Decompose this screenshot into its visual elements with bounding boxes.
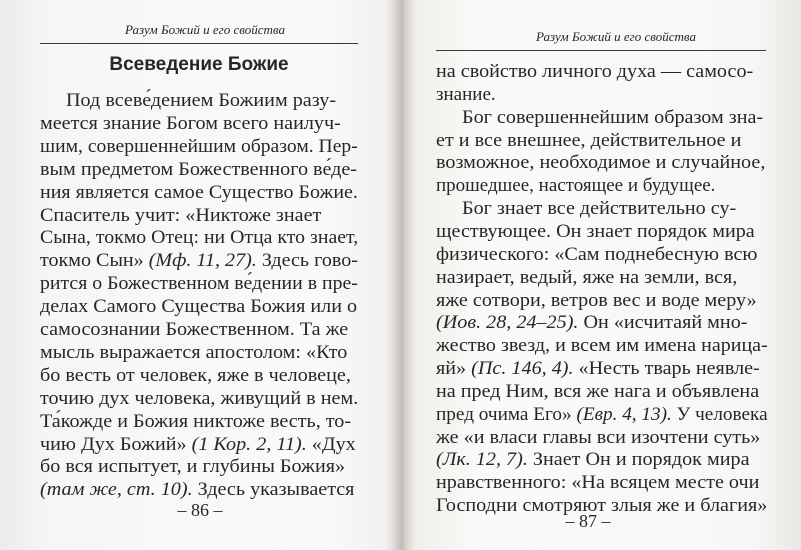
text-segment: Спаситель учит: «Никтоже знает [40, 204, 322, 226]
text-segment: чию Дух Божий» [40, 433, 192, 455]
text-line [40, 478, 354, 502]
text-segment: же «и власи главы вси изочтени суть» [436, 426, 761, 448]
left-running-head: Разум Божий и его свойства [125, 22, 285, 37]
text-line [436, 471, 759, 495]
left-header-rule [40, 43, 358, 44]
right-page-number: – 87 – [565, 511, 611, 531]
text-segment: на свойство личного духа — самосо- [436, 61, 754, 82]
text-line [40, 158, 357, 182]
right-header-rule [436, 50, 766, 51]
text-line [40, 455, 345, 479]
text-line [436, 289, 757, 313]
text-segment: яже сотвори, ветров вес и воде меру» [436, 289, 757, 311]
text-segment: Под всеве́дением Божиим разу- [66, 90, 337, 111]
text-line [436, 129, 741, 153]
left-page-number: – 86 – [177, 500, 223, 520]
text-line [436, 311, 747, 335]
text-line [436, 83, 496, 107]
text-segment: пред очима Его» [436, 403, 577, 425]
text-segment: на пред Ним, вся же нага и объявлена [436, 380, 760, 402]
scripture-reference: (Пс. 146, 4). [471, 358, 574, 380]
text-line [436, 220, 755, 244]
text-segment: физического: «Сам поднебесную всю [436, 243, 758, 265]
text-line [40, 204, 321, 228]
text-segment: возможное, необходимое и случайное, [436, 152, 766, 174]
right-page [401, 0, 801, 550]
text-segment: Здесь гово- [256, 250, 358, 272]
text-segment: ществующее. Он знает порядок мира [436, 220, 755, 242]
text-line [40, 387, 358, 411]
text-segment: ния является самое Существо Божие. [40, 181, 358, 203]
text-line [436, 266, 737, 290]
text-segment: Здесь указывается [192, 479, 355, 501]
right-running-head: Разум Божий и его свойства [536, 29, 696, 44]
text-segment: меется знание Богом всего наилуч- [40, 112, 341, 134]
text-segment: У человека [671, 403, 768, 425]
section-heading: Всеведение Божие [109, 54, 289, 75]
text-line [40, 249, 358, 273]
text-segment: бо весть от человек, яже в человеце, [40, 364, 351, 386]
text-segment: рится о Божественном ве́дении в пре- [40, 273, 358, 295]
text-segment: мысль выражается апостолом: «Кто [40, 341, 348, 363]
text-segment: Бог знает все действительно су- [462, 198, 737, 220]
text-segment: яй» [436, 358, 472, 380]
text-segment: Бог совершеннейшим образом зна- [462, 106, 764, 128]
text-segment: жество звезд, и всем им имена нарица- [436, 335, 768, 357]
text-line [40, 135, 358, 159]
text-segment: вым предметом Божественного ве́де- [40, 158, 358, 180]
text-line [40, 410, 351, 434]
text-line [436, 403, 768, 427]
text-segment: Господни смотряют злыя же и благия» [436, 495, 768, 517]
text-line [436, 334, 768, 358]
text-segment: шим, совершеннейшим образом. Пер- [40, 135, 358, 157]
text-line [462, 197, 736, 221]
text-segment: «Дух [306, 433, 356, 455]
text-segment: знание. [436, 83, 496, 105]
text-segment: Та́кожде и Божия никтоже весть, то- [40, 410, 352, 432]
text-line [40, 341, 347, 365]
text-line [66, 89, 336, 113]
scripture-reference: (Лк. 12, 7). [436, 449, 528, 471]
text-segment: токмо Сын» [40, 250, 149, 272]
text-line [462, 106, 763, 130]
text-line [40, 364, 351, 388]
left-page [0, 0, 400, 550]
scripture-reference: (Иов. 28, 24–25). [436, 312, 579, 334]
scripture-reference: (Мф. 11, 27). [148, 250, 257, 272]
text-segment: нравственного: «На всяцем месте очи [436, 472, 760, 494]
text-segment: ет и все внешнее, действительное и [436, 129, 742, 151]
text-line [436, 448, 750, 472]
text-line [40, 433, 356, 457]
text-segment: прошедшее, настоящее и будущее. [436, 175, 716, 197]
text-segment: делах Самого Существа Божия или о [40, 296, 358, 318]
scripture-reference: (1 Кор. 2, 11). [191, 433, 307, 455]
scripture-reference: (Евр. 4, 13). [576, 403, 672, 425]
text-segment: точию дух человека, живущий в нем. [40, 387, 359, 409]
text-segment: Сына, токмо Отец: ни Отца кто знает, [40, 227, 359, 249]
text-line [40, 181, 358, 205]
text-segment: бо вся испытует, и глубины Божия» [40, 456, 346, 478]
text-line [436, 357, 760, 381]
text-line [40, 226, 358, 250]
text-line [436, 243, 757, 267]
text-line [436, 151, 765, 175]
text-segment: Знает Он и порядок мира [527, 449, 750, 471]
text-line [436, 380, 759, 404]
text-segment: Он «исчитаяй мно- [578, 312, 748, 334]
text-line [40, 272, 358, 296]
text-segment: «Несть тварь неявле- [573, 358, 760, 380]
text-line [436, 60, 753, 84]
text-line [40, 318, 348, 342]
text-line [436, 174, 715, 198]
text-segment: назирает, ведый, яже на земли, вся, [436, 266, 738, 288]
text-line [436, 426, 760, 450]
scripture-reference: (там же, ст. 10). [40, 479, 193, 501]
text-line [40, 295, 357, 319]
text-segment: самосознании Божественном. Та же [40, 319, 349, 340]
text-line [40, 112, 341, 136]
